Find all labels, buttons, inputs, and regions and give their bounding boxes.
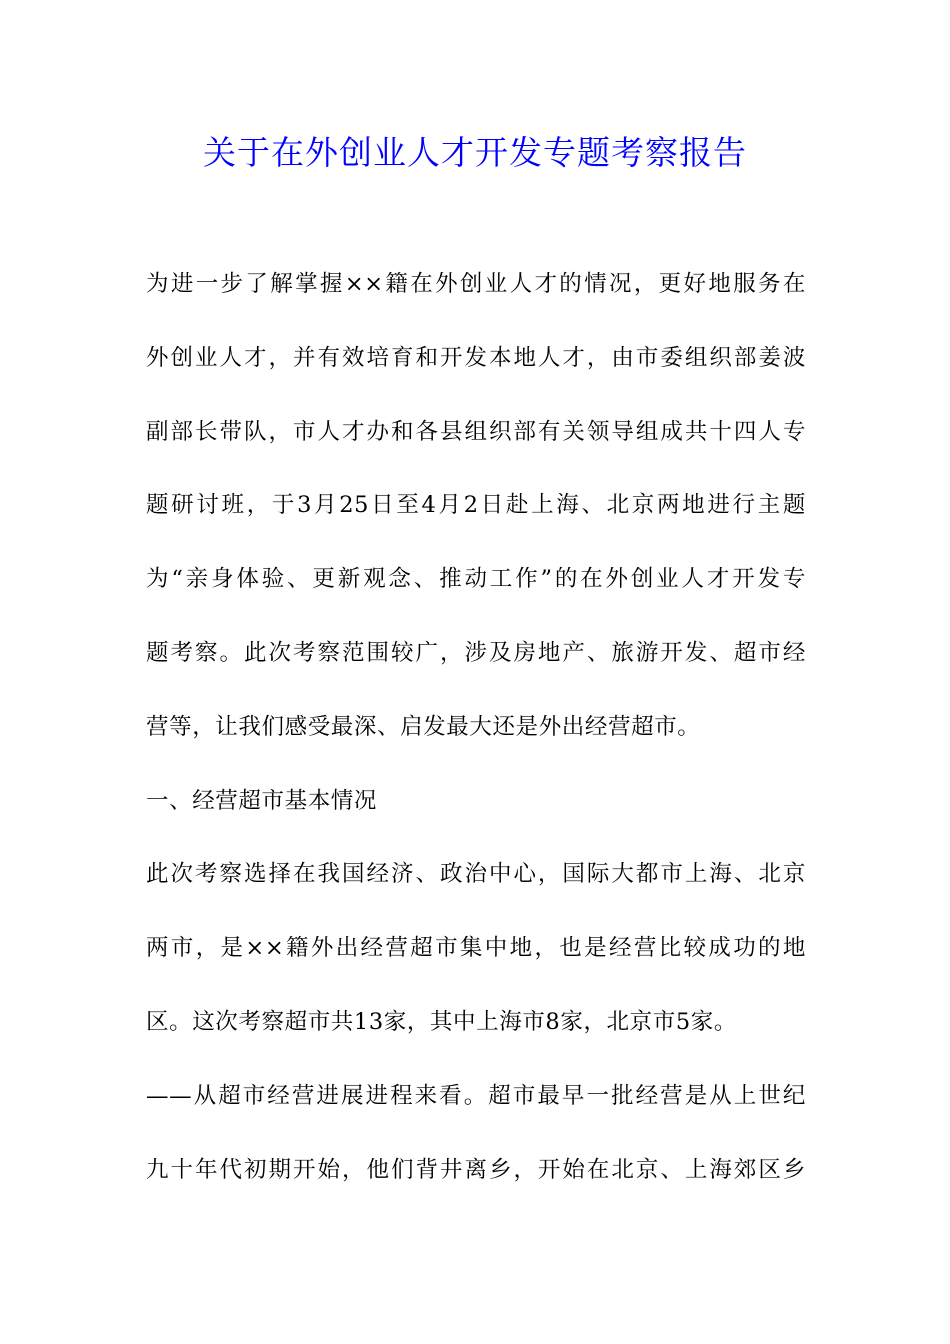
document-title: 关于在外创业人才开发专题考察报告 (203, 133, 747, 172)
document-body (146, 258, 806, 1217)
text-line: 外创业人才，并有效培育和开发本地人才，由市委组织部姜波 (146, 344, 806, 371)
text-line: ——从超市经营进展进程来看。超市最早一批经营是从上世纪 (146, 1082, 806, 1109)
text-line: 副部长带队，市人才办和各县组织部有关领导组成共十四人专 (146, 418, 806, 445)
section-heading: 一、经营超市基本情况 (146, 787, 378, 814)
text-line: 为“亲身体验、更新观念、推动工作”的在外创业人才开发专 (146, 566, 806, 593)
text-line: 题研讨班，于3月25日至4月2日赴上海、北京两地进行主题 (146, 492, 806, 519)
text-line: 区。这次考察超市共13家，其中上海市8家，北京市5家。 (146, 1008, 737, 1035)
text-line: 题考察。此次考察范围较广，涉及房地产、旅游开发、超市经 (146, 639, 806, 666)
text-line: 九十年代初期开始，他们背井离乡，开始在北京、上海郊区乡 (146, 1156, 806, 1183)
text-line: 营等，让我们感受最深、启发最大还是外出经营超市。 (146, 713, 701, 740)
text-line: 此次考察选择在我国经济、政治中心，国际大都市上海、北京 (146, 861, 806, 888)
text-line: 为进一步了解掌握××籍在外创业人才的情况，更好地服务在 (146, 271, 806, 297)
text-line: 两市，是××籍外出经营超市集中地，也是经营比较成功的地 (146, 935, 806, 962)
